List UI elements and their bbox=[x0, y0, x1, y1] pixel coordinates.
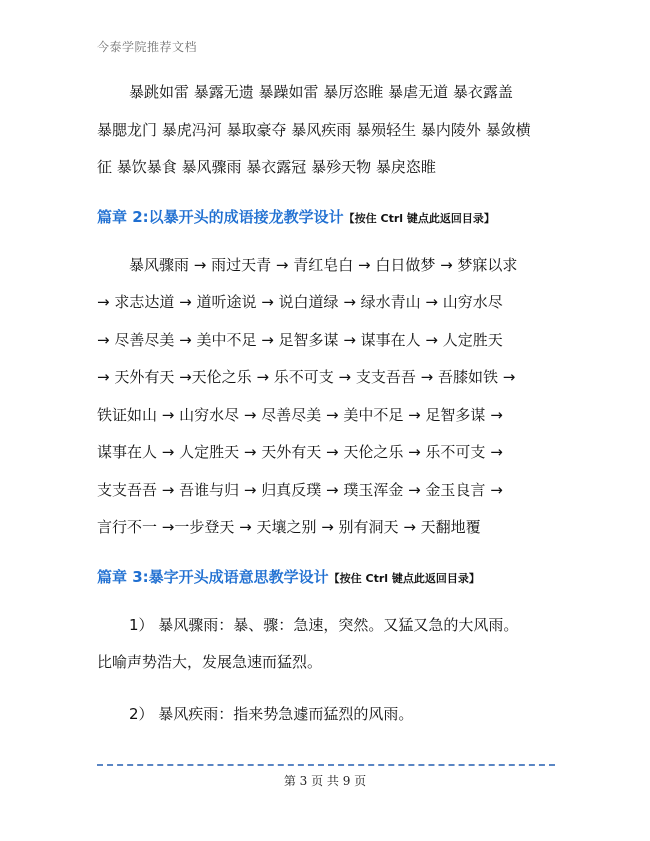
chain-line: 铁证如山 → 山穷水尽 → 尽善尽美 → 美中不足 → 足智多谋 → bbox=[97, 405, 503, 424]
page-number: 第 3 页 共 9 页 bbox=[283, 774, 367, 788]
chapter-2-toc-hint: 【按住 Ctrl 键点此返回目录】 bbox=[343, 211, 495, 225]
chapter-2-heading[interactable] bbox=[97, 197, 557, 237]
chain-line: → 求志达道 → 道听途说 → 说白道绿 → 绿水青山 → 山穷水尽 bbox=[97, 293, 503, 311]
chain-line: 言行不一 →一步登天 → 天壤之别 → 别有洞天 → 天翻地覆 bbox=[97, 518, 481, 536]
document-body bbox=[97, 74, 557, 733]
definition-text: 2） 暴风疾雨：指来势急遽而猛烈的风雨。 bbox=[129, 704, 414, 723]
intro-line: 暴跳如雷 暴露无遗 暴躁如雷 暴厉恣睢 暴虐无道 暴衣露盖 bbox=[129, 83, 513, 101]
chain-line: → 天外有天 →天伦之乐 → 乐不可支 → 支支吾吾 → 吾膝如铁 → bbox=[97, 368, 516, 386]
chapter-2-title-link[interactable]: 篇章 2:以暴开头的成语接龙教学设计 bbox=[97, 207, 344, 226]
footer-divider bbox=[97, 764, 555, 766]
chain-line: 谋事在人 → 人定胜天 → 天外有天 → 天伦之乐 → 乐不可支 → bbox=[97, 443, 503, 461]
page-header: 今泰学院推荐文档 bbox=[97, 40, 198, 54]
chapter-3-toc-hint: 【按住 Ctrl 键点此返回目录】 bbox=[328, 571, 480, 585]
definition-item bbox=[97, 607, 557, 682]
definition-text: 比喻声势浩大，发展急速而猛烈。 bbox=[97, 653, 323, 671]
chain-line: 支支吾吾 → 吾谁与归 → 归真反璞 → 璞玉浑金 → 金玉良言 → bbox=[97, 480, 503, 499]
chapter-3-heading[interactable] bbox=[97, 557, 557, 597]
chain-line: → 尽善尽美 → 美中不足 → 足智多谋 → 谋事在人 → 人定胜天 bbox=[97, 330, 503, 349]
chain-line: 暴风骤雨 → 雨过天青 → 青红皂白 → 白日做梦 → 梦寐以求 bbox=[129, 255, 518, 274]
intro-paragraph bbox=[97, 74, 557, 187]
definition-item bbox=[97, 696, 557, 734]
intro-line: 暴腮龙门 暴虎冯河 暴取豪夺 暴风疾雨 暴殒轻生 暴内陵外 暴敛横 bbox=[97, 120, 531, 139]
definition-text: 1） 暴风骤雨：暴、骤：急速，突然。又猛又急的大风雨。 bbox=[129, 615, 519, 634]
chapter-2-chain-paragraph bbox=[97, 247, 557, 547]
intro-line: 征 暴饮暴食 暴风骤雨 暴衣露冠 暴殄天物 暴戾恣睢 bbox=[97, 158, 436, 176]
chapter-3-title-link[interactable]: 篇章 3:暴字开头成语意思教学设计 bbox=[97, 567, 329, 586]
